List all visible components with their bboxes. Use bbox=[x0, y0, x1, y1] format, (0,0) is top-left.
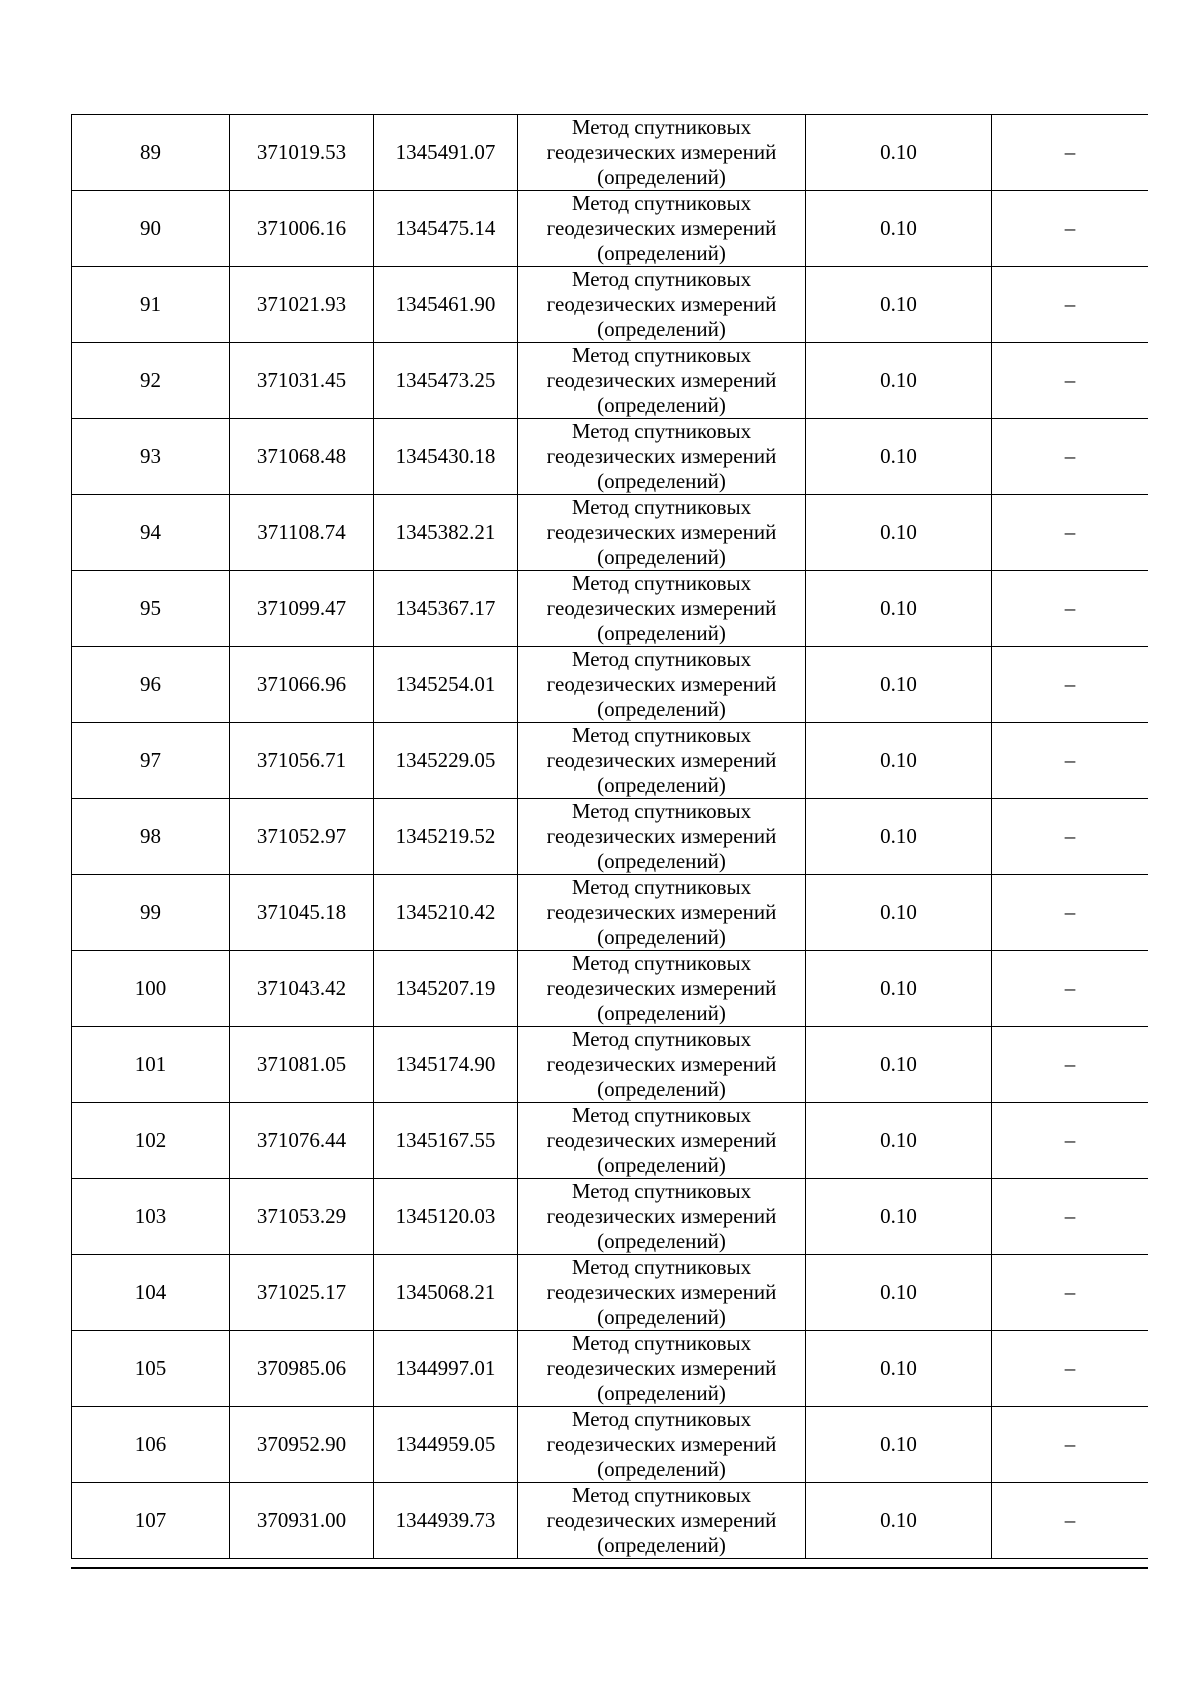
note-cell: – bbox=[992, 1255, 1149, 1331]
point-number-cell: 101 bbox=[72, 1027, 230, 1103]
table-row bbox=[72, 1255, 1149, 1331]
y-coordinate-cell: 1345430.18 bbox=[374, 419, 518, 495]
table-row bbox=[72, 1407, 1149, 1483]
y-coordinate-cell: 1344959.05 bbox=[374, 1407, 518, 1483]
note-cell: – bbox=[992, 267, 1149, 343]
point-number-cell: 97 bbox=[72, 723, 230, 799]
x-coordinate-cell: 371019.53 bbox=[230, 115, 374, 191]
method-cell: Метод спутниковых геодезических измерений (определений) bbox=[518, 191, 806, 267]
note-cell: – bbox=[992, 875, 1149, 951]
point-number-cell: 103 bbox=[72, 1179, 230, 1255]
x-coordinate-cell: 371081.05 bbox=[230, 1027, 374, 1103]
x-coordinate-cell: 371052.97 bbox=[230, 799, 374, 875]
table-row bbox=[72, 571, 1149, 647]
note-cell: – bbox=[992, 951, 1149, 1027]
method-cell: Метод спутниковых геодезических измерений (определений) bbox=[518, 1255, 806, 1331]
point-number-cell: 93 bbox=[72, 419, 230, 495]
method-cell: Метод спутниковых геодезических измерений (определений) bbox=[518, 1483, 806, 1559]
accuracy-cell: 0.10 bbox=[806, 799, 992, 875]
method-cell: Метод спутниковых геодезических измерений (определений) bbox=[518, 875, 806, 951]
accuracy-cell: 0.10 bbox=[806, 1331, 992, 1407]
table-row bbox=[72, 951, 1149, 1027]
accuracy-cell: 0.10 bbox=[806, 267, 992, 343]
method-cell: Метод спутниковых геодезических измерений (определений) bbox=[518, 343, 806, 419]
point-number-cell: 90 bbox=[72, 191, 230, 267]
method-cell: Метод спутниковых геодезических измерений (определений) bbox=[518, 647, 806, 723]
point-number-cell: 94 bbox=[72, 495, 230, 571]
x-coordinate-cell: 371076.44 bbox=[230, 1103, 374, 1179]
x-coordinate-cell: 370931.00 bbox=[230, 1483, 374, 1559]
table-row bbox=[72, 1331, 1149, 1407]
table-row bbox=[72, 1103, 1149, 1179]
x-coordinate-cell: 371043.42 bbox=[230, 951, 374, 1027]
table-row bbox=[72, 495, 1149, 571]
x-coordinate-cell: 371045.18 bbox=[230, 875, 374, 951]
table-row bbox=[72, 723, 1149, 799]
accuracy-cell: 0.10 bbox=[806, 1407, 992, 1483]
table-row bbox=[72, 115, 1149, 191]
x-coordinate-cell: 371066.96 bbox=[230, 647, 374, 723]
note-cell: – bbox=[992, 571, 1149, 647]
table-row bbox=[72, 419, 1149, 495]
point-number-cell: 107 bbox=[72, 1483, 230, 1559]
note-cell: – bbox=[992, 647, 1149, 723]
accuracy-cell: 0.10 bbox=[806, 647, 992, 723]
point-number-cell: 89 bbox=[72, 115, 230, 191]
point-number-cell: 92 bbox=[72, 343, 230, 419]
table-row bbox=[72, 191, 1149, 267]
method-cell: Метод спутниковых геодезических измерений (определений) bbox=[518, 951, 806, 1027]
accuracy-cell: 0.10 bbox=[806, 1179, 992, 1255]
y-coordinate-cell: 1345229.05 bbox=[374, 723, 518, 799]
y-coordinate-cell: 1345461.90 bbox=[374, 267, 518, 343]
method-cell: Метод спутниковых геодезических измерений (определений) bbox=[518, 1027, 806, 1103]
note-cell: – bbox=[992, 343, 1149, 419]
table-row bbox=[72, 267, 1149, 343]
point-number-cell: 98 bbox=[72, 799, 230, 875]
table-row bbox=[72, 1483, 1149, 1559]
method-cell: Метод спутниковых геодезических измерений (определений) bbox=[518, 571, 806, 647]
y-coordinate-cell: 1345210.42 bbox=[374, 875, 518, 951]
note-cell: – bbox=[992, 1331, 1149, 1407]
table-row bbox=[72, 875, 1149, 951]
method-cell: Метод спутниковых геодезических измерений (определений) bbox=[518, 115, 806, 191]
table-body bbox=[72, 115, 1149, 1559]
point-number-cell: 106 bbox=[72, 1407, 230, 1483]
y-coordinate-cell: 1344939.73 bbox=[374, 1483, 518, 1559]
method-cell: Метод спутниковых геодезических измерений (определений) bbox=[518, 267, 806, 343]
point-number-cell: 100 bbox=[72, 951, 230, 1027]
y-coordinate-cell: 1345491.07 bbox=[374, 115, 518, 191]
table-row bbox=[72, 1027, 1149, 1103]
x-coordinate-cell: 370985.06 bbox=[230, 1331, 374, 1407]
point-number-cell: 99 bbox=[72, 875, 230, 951]
method-cell: Метод спутниковых геодезических измерений (определений) bbox=[518, 1103, 806, 1179]
note-cell: – bbox=[992, 1103, 1149, 1179]
accuracy-cell: 0.10 bbox=[806, 1255, 992, 1331]
point-number-cell: 104 bbox=[72, 1255, 230, 1331]
note-cell: – bbox=[992, 1483, 1149, 1559]
y-coordinate-cell: 1345174.90 bbox=[374, 1027, 518, 1103]
table-row bbox=[72, 647, 1149, 723]
y-coordinate-cell: 1345068.21 bbox=[374, 1255, 518, 1331]
x-coordinate-cell: 371025.17 bbox=[230, 1255, 374, 1331]
accuracy-cell: 0.10 bbox=[806, 343, 992, 419]
method-cell: Метод спутниковых геодезических измерений (определений) bbox=[518, 1331, 806, 1407]
accuracy-cell: 0.10 bbox=[806, 1027, 992, 1103]
y-coordinate-cell: 1345219.52 bbox=[374, 799, 518, 875]
method-cell: Метод спутниковых геодезических измерений (определений) bbox=[518, 419, 806, 495]
note-cell: – bbox=[992, 115, 1149, 191]
accuracy-cell: 0.10 bbox=[806, 115, 992, 191]
y-coordinate-cell: 1345367.17 bbox=[374, 571, 518, 647]
point-number-cell: 102 bbox=[72, 1103, 230, 1179]
note-cell: – bbox=[992, 799, 1149, 875]
point-number-cell: 96 bbox=[72, 647, 230, 723]
table-row bbox=[72, 1179, 1149, 1255]
x-coordinate-cell: 371108.74 bbox=[230, 495, 374, 571]
x-coordinate-cell: 371053.29 bbox=[230, 1179, 374, 1255]
x-coordinate-cell: 371006.16 bbox=[230, 191, 374, 267]
accuracy-cell: 0.10 bbox=[806, 1103, 992, 1179]
x-coordinate-cell: 370952.90 bbox=[230, 1407, 374, 1483]
note-cell: – bbox=[992, 495, 1149, 571]
y-coordinate-cell: 1345475.14 bbox=[374, 191, 518, 267]
point-number-cell: 95 bbox=[72, 571, 230, 647]
x-coordinate-cell: 371031.45 bbox=[230, 343, 374, 419]
accuracy-cell: 0.10 bbox=[806, 495, 992, 571]
y-coordinate-cell: 1345120.03 bbox=[374, 1179, 518, 1255]
y-coordinate-cell: 1345207.19 bbox=[374, 951, 518, 1027]
table-row bbox=[72, 343, 1149, 419]
note-cell: – bbox=[992, 1407, 1149, 1483]
x-coordinate-cell: 371068.48 bbox=[230, 419, 374, 495]
x-coordinate-cell: 371099.47 bbox=[230, 571, 374, 647]
y-coordinate-cell: 1344997.01 bbox=[374, 1331, 518, 1407]
method-cell: Метод спутниковых геодезических измерений (определений) bbox=[518, 1179, 806, 1255]
accuracy-cell: 0.10 bbox=[806, 1483, 992, 1559]
accuracy-cell: 0.10 bbox=[806, 419, 992, 495]
table-row bbox=[72, 799, 1149, 875]
x-coordinate-cell: 371021.93 bbox=[230, 267, 374, 343]
x-coordinate-cell: 371056.71 bbox=[230, 723, 374, 799]
accuracy-cell: 0.10 bbox=[806, 951, 992, 1027]
accuracy-cell: 0.10 bbox=[806, 723, 992, 799]
y-coordinate-cell: 1345473.25 bbox=[374, 343, 518, 419]
coordinates-table bbox=[71, 114, 1148, 1559]
y-coordinate-cell: 1345167.55 bbox=[374, 1103, 518, 1179]
accuracy-cell: 0.10 bbox=[806, 875, 992, 951]
method-cell: Метод спутниковых геодезических измерений (определений) bbox=[518, 723, 806, 799]
y-coordinate-cell: 1345382.21 bbox=[374, 495, 518, 571]
note-cell: – bbox=[992, 1179, 1149, 1255]
note-cell: – bbox=[992, 1027, 1149, 1103]
accuracy-cell: 0.10 bbox=[806, 571, 992, 647]
note-cell: – bbox=[992, 723, 1149, 799]
point-number-cell: 91 bbox=[72, 267, 230, 343]
point-number-cell: 105 bbox=[72, 1331, 230, 1407]
note-cell: – bbox=[992, 191, 1149, 267]
accuracy-cell: 0.10 bbox=[806, 191, 992, 267]
y-coordinate-cell: 1345254.01 bbox=[374, 647, 518, 723]
method-cell: Метод спутниковых геодезических измерений (определений) bbox=[518, 495, 806, 571]
method-cell: Метод спутниковых геодезических измерений (определений) bbox=[518, 799, 806, 875]
coordinates-table-wrapper bbox=[71, 114, 1148, 1569]
method-cell: Метод спутниковых геодезических измерений (определений) bbox=[518, 1407, 806, 1483]
note-cell: – bbox=[992, 419, 1149, 495]
